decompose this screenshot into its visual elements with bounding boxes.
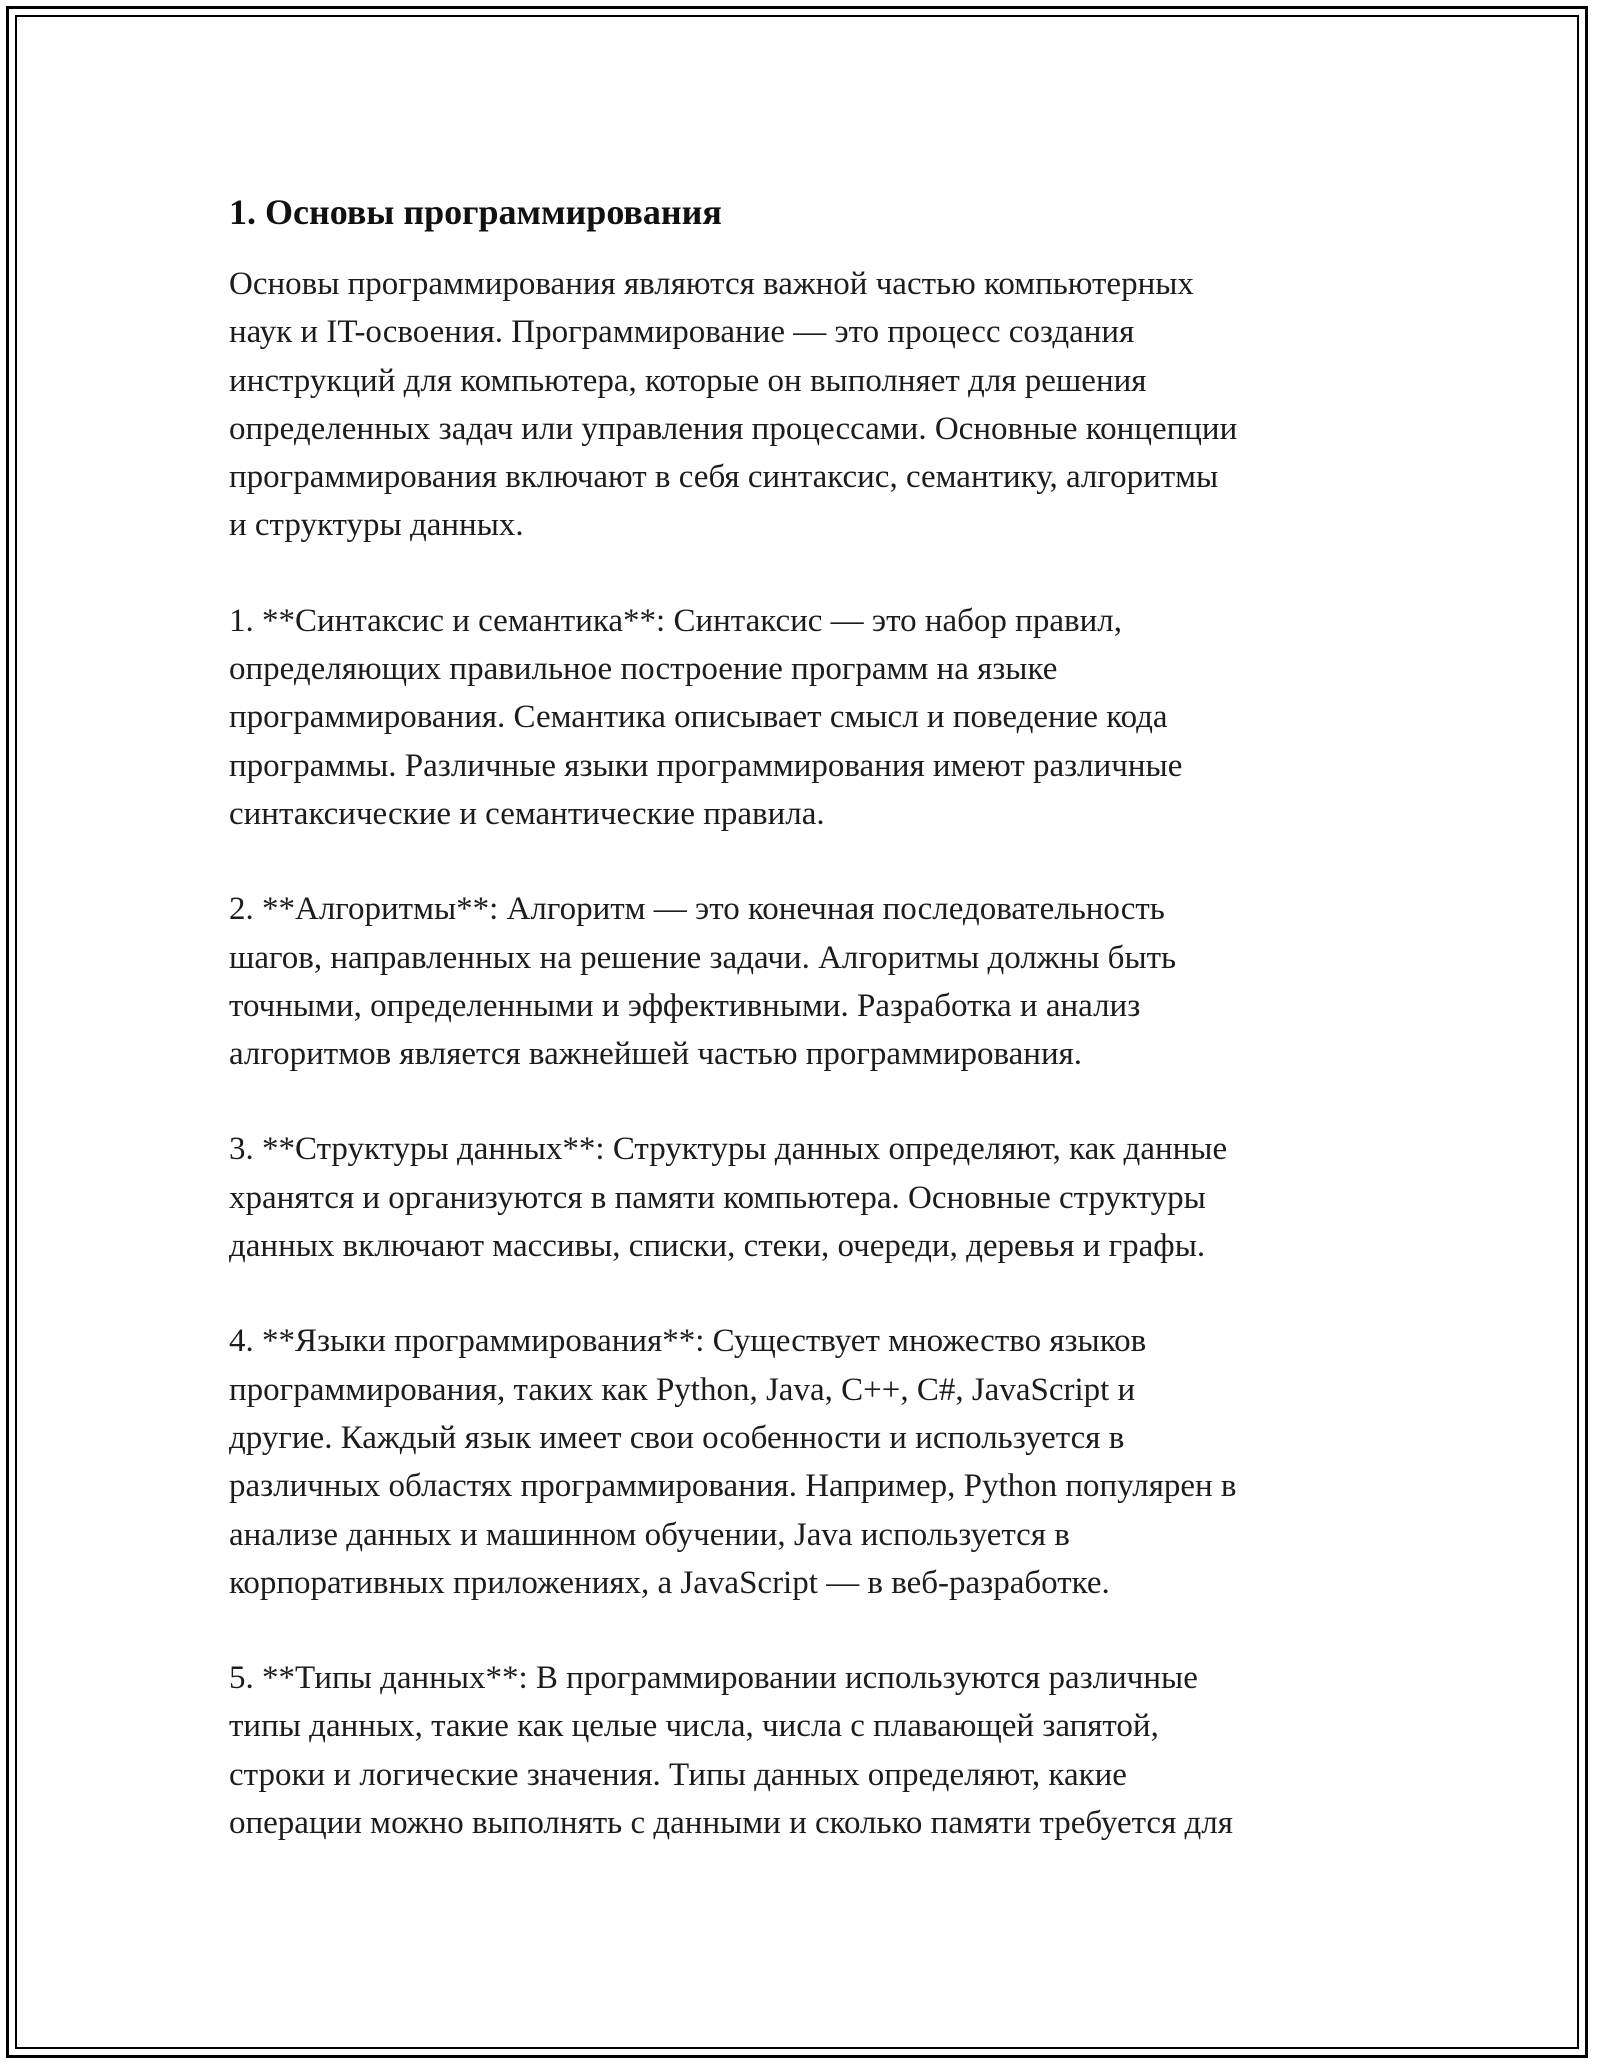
document-body [229,188,1369,1894]
text-line: наук и IT-освоения. Программирование — это процесс создания [229,314,1135,351]
text-line: типы данных, такие как целые числа, числа с плавающей запятой, [229,1708,1159,1745]
text-line: программирования, таких как Python, Java, C++, C#, JavaScript и [229,1371,1136,1408]
data-types-paragraph [229,1654,1369,1847]
text-line: шагов, направленных на решение задачи. Алгоритмы должны быть [229,939,1177,976]
text-line: определенных задач или управления процессами. Основные концепции [229,410,1238,447]
text-line: строки и логические значения. Типы данных определяют, какие [229,1756,1127,1793]
syntax-semantics-paragraph [229,597,1369,838]
text-line: 2. **Алгоритмы**: Алгоритм — это конечная последовательность [229,891,1165,928]
text-line: другие. Каждый язык имеет свои особенности и используется в [229,1419,1125,1456]
text-line: операции можно выполнять с данными и сколько памяти требуется для [229,1805,1233,1842]
text-line: синтаксические и семантические правила. [229,795,825,832]
text-line: программы. Различные языки программирования имеют различные [229,747,1183,784]
text-line: 1. **Синтаксис и семантика**: Синтаксис — это набор правил, [229,602,1122,639]
text-line: корпоративных приложениях, а JavaScript — в веб-разработке. [229,1564,1110,1601]
data-structures-paragraph [229,1125,1369,1270]
text-line: точными, определенными и эффективными. Разработка и анализ [229,987,1141,1024]
programming-languages-paragraph [229,1317,1369,1607]
text-line: определяющих правильное построение программ на языке [229,651,1058,688]
text-line: 5. **Типы данных**: В программировании используются различные [229,1660,1198,1697]
text-line: хранятся и организуются в памяти компьютера. Основные структуры [229,1179,1206,1216]
text-line: инструкций для компьютера, которые он выполняет для решения [229,362,1147,399]
text-line: и структуры данных. [229,507,524,544]
text-line: 4. **Языки программирования**: Существует множество языков [229,1323,1147,1360]
text-line: алгоритмов является важнейшей частью программирования. [229,1036,1083,1073]
algorithms-paragraph [229,885,1369,1078]
text-line: программирования. Семантика описывает смысл и поведение кода [229,699,1168,736]
text-line: Основы программирования являются важной частью компьютерных [229,266,1194,302]
text-line: анализе данных и машинном обучении, Java используется в [229,1516,1070,1553]
text-line: программирования включают в себя синтаксис, семантику, алгоритмы [229,459,1219,496]
intro-paragraph [229,260,1369,550]
text-line: 3. **Структуры данных**: Структуры данных определяют, как данные [229,1131,1228,1168]
text-line: различных областях программирования. Например, Python популярен в [229,1468,1237,1505]
text-line: данных включают массивы, списки, стеки, очереди, деревья и графы. [229,1228,1206,1265]
section-heading: 1. Основы программирования [229,192,722,232]
